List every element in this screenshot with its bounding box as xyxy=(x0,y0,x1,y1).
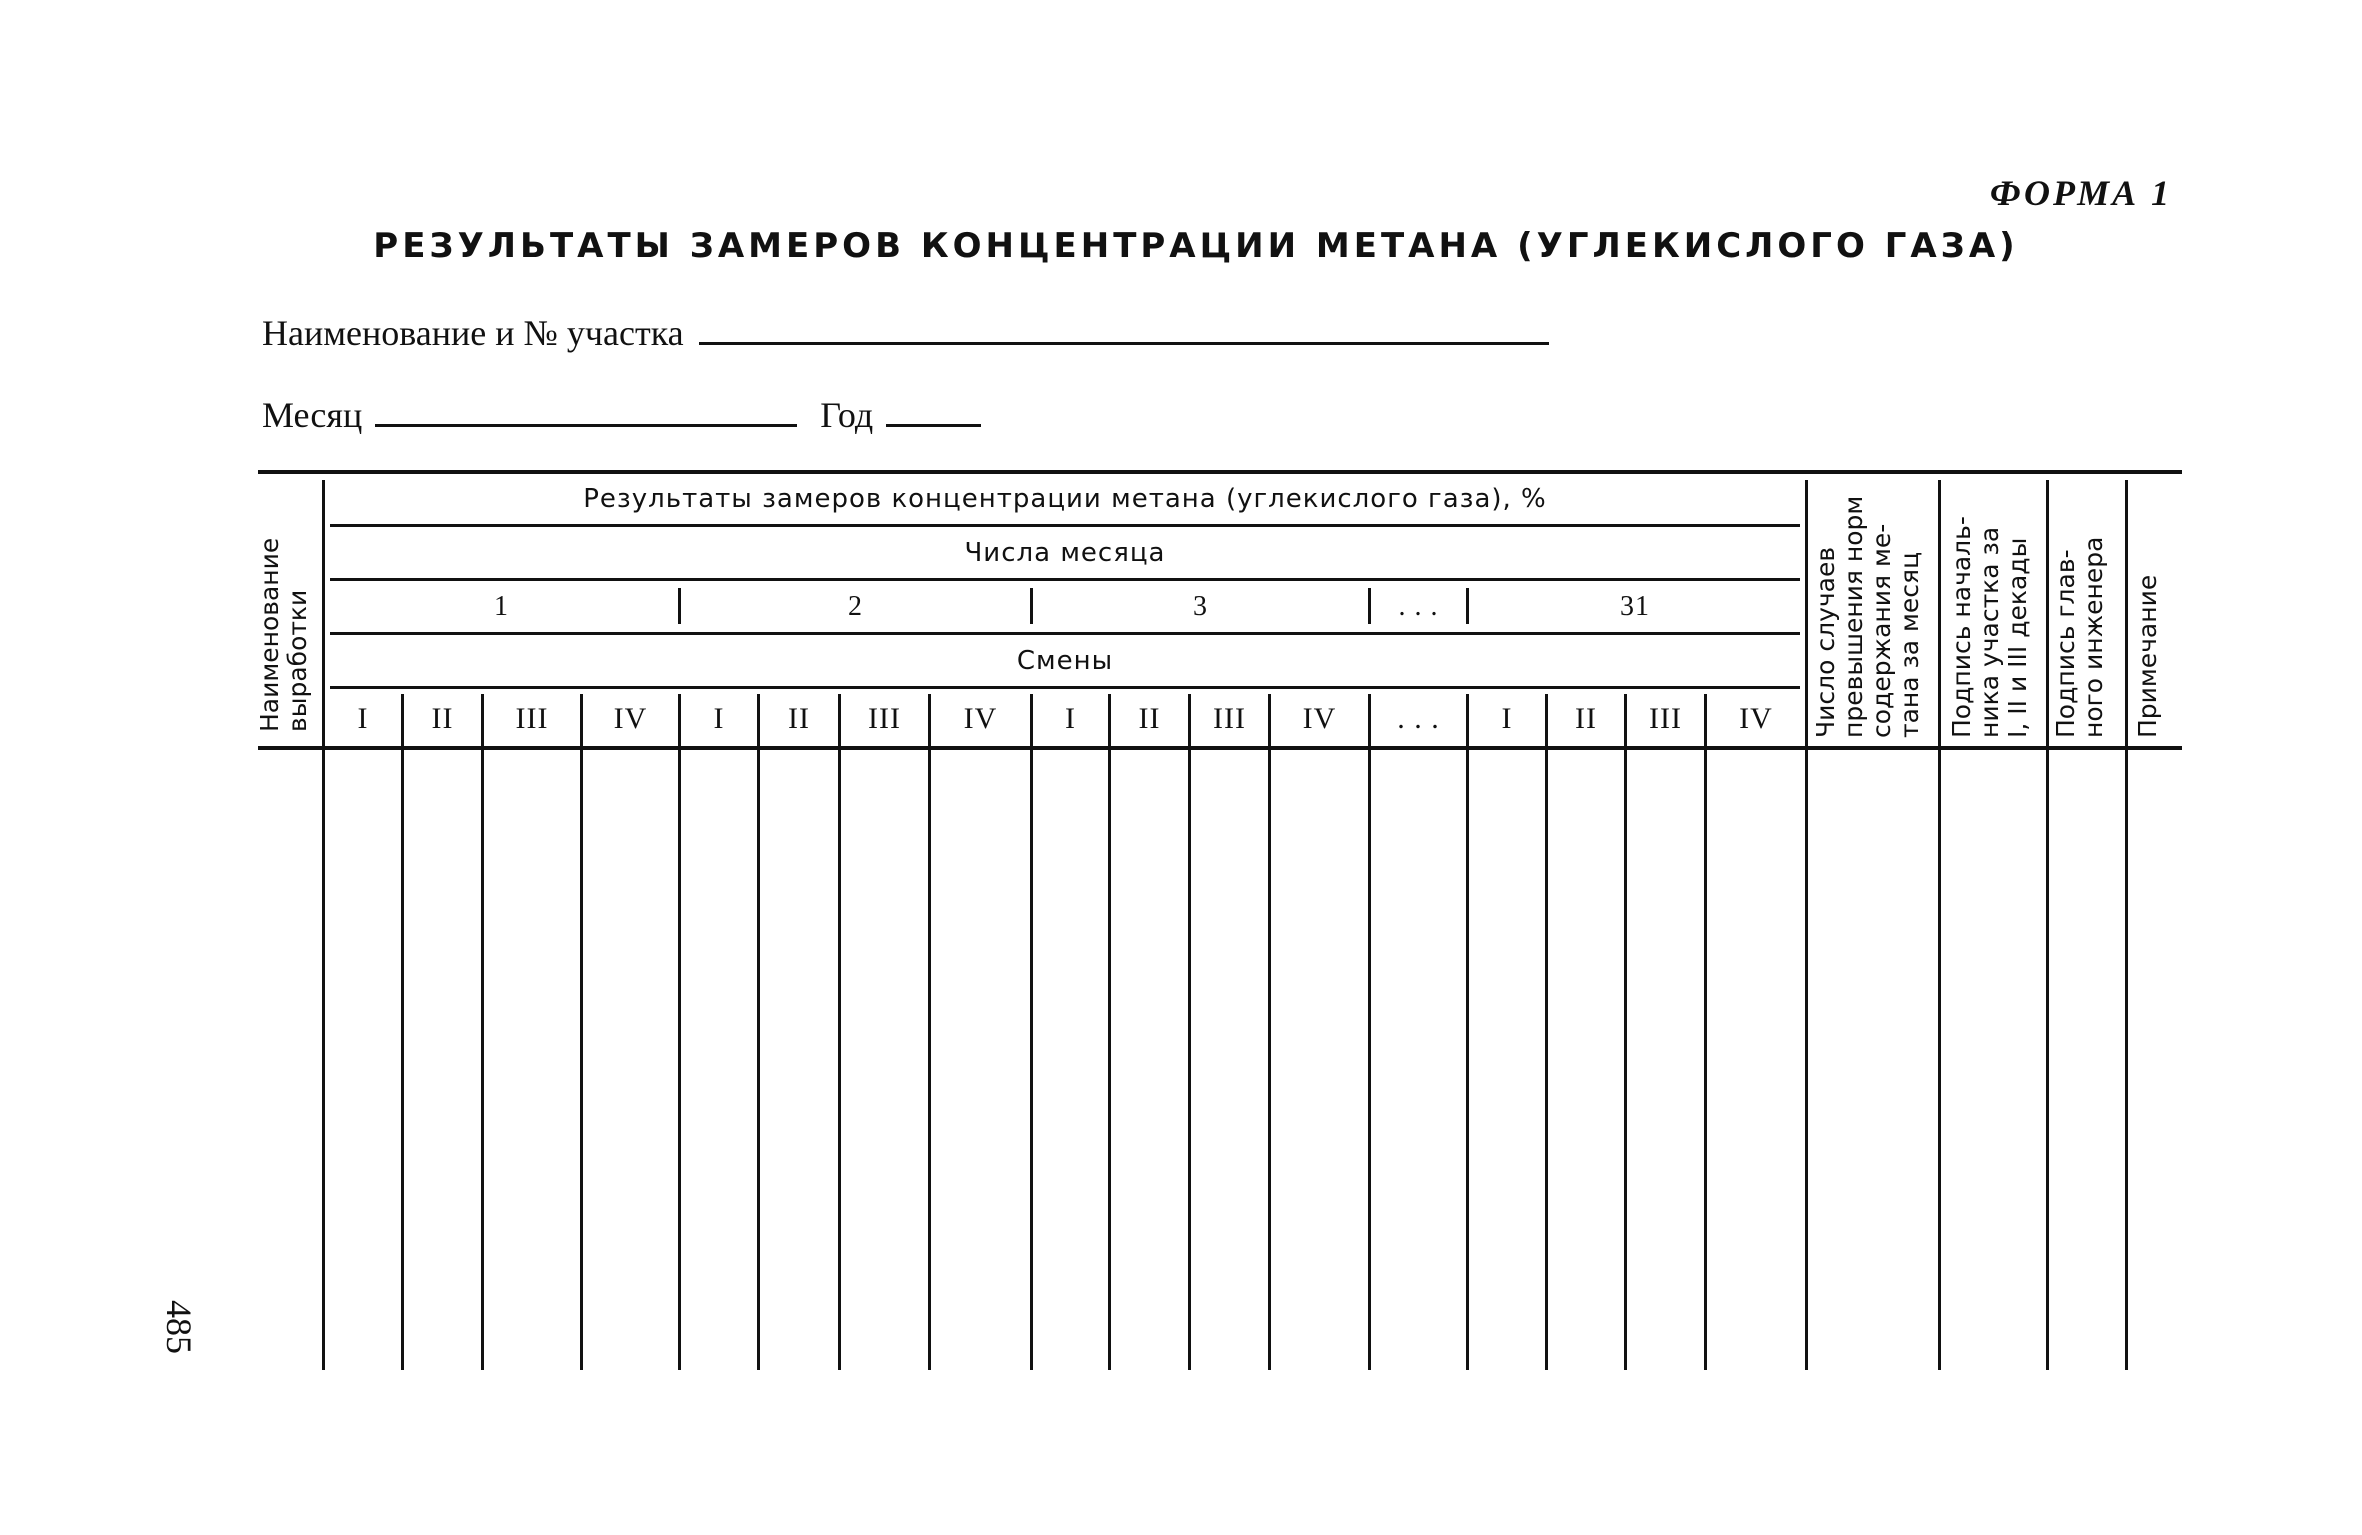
shift-rule xyxy=(401,694,404,1370)
group-title: Результаты замеров концентрации метана (углекислого газа), % xyxy=(583,484,1547,514)
col-rule-note xyxy=(2125,480,2128,1370)
col-rule-engineer xyxy=(2046,480,2049,1370)
shift-label: I xyxy=(1065,702,1076,735)
shift-label: I xyxy=(357,702,369,735)
shift-rule xyxy=(481,694,484,1370)
rule-under-days xyxy=(330,632,1800,635)
shift-rule xyxy=(1545,694,1548,1370)
shift-label: IV xyxy=(613,702,648,735)
form-label: ФОРМА 1 xyxy=(1990,173,2173,213)
year-blank xyxy=(886,423,981,427)
rule-under-shifts-title xyxy=(330,686,1800,689)
col-rule-exceed xyxy=(1805,480,1808,1370)
shift-label: IV xyxy=(963,702,998,735)
shift-rule xyxy=(1466,694,1469,1370)
shift-label: I xyxy=(1501,702,1513,735)
section-field xyxy=(262,312,1549,354)
day-1: 1 xyxy=(494,591,509,622)
col-header-note: Примечание xyxy=(2133,574,2162,738)
shift-rule xyxy=(1368,694,1371,1370)
shift-label: II xyxy=(788,702,810,735)
shift-rule xyxy=(838,694,841,1370)
shift-label: III xyxy=(868,702,901,735)
shift-rule xyxy=(1030,694,1033,1370)
shift-label: II xyxy=(1138,702,1161,735)
shift-rule xyxy=(1108,694,1111,1370)
shift-rule xyxy=(1624,694,1627,1370)
shifts-title: Смены xyxy=(1016,646,1114,676)
shift-rule xyxy=(1268,694,1271,1370)
shift-label: IV xyxy=(1302,702,1337,735)
shift-rule xyxy=(928,694,931,1370)
shift-label: IV xyxy=(1739,702,1773,735)
col-rule-chief xyxy=(1938,480,1941,1370)
day-ellipsis: . . . xyxy=(1398,591,1439,622)
month-year-field xyxy=(262,394,981,436)
month-blank xyxy=(375,423,797,427)
month-label: Месяц xyxy=(262,395,363,435)
shift-label: I xyxy=(713,702,725,735)
days-title: Числа месяца xyxy=(964,538,1166,568)
col-header-workings: Наименование выработки xyxy=(255,537,312,732)
col-header-chief-signature: Подпись началь- ника участка за I, II и III декады xyxy=(1947,516,2032,738)
rule-under-group-title xyxy=(330,524,1800,527)
rule-under-days-title xyxy=(330,578,1800,581)
shift-rule xyxy=(580,694,583,1370)
year-label: Год xyxy=(820,395,874,435)
shift-rule xyxy=(757,694,760,1370)
shift-label: III xyxy=(515,702,549,735)
section-blank xyxy=(699,341,1549,345)
col-header-engineer-signature: Подпись глав- ного инженера xyxy=(2051,536,2108,738)
shift-label: II xyxy=(431,702,454,735)
day-31: 31 xyxy=(1620,591,1650,622)
shift-rule xyxy=(1188,694,1191,1370)
header-bottom-rule xyxy=(258,746,2182,750)
document-title: РЕЗУЛЬТАТЫ ЗАМЕРОВ КОНЦЕНТРАЦИИ МЕТАНА (УГЛЕКИСЛОГО ГАЗА) xyxy=(373,226,2019,266)
shift-label: III xyxy=(1649,702,1682,735)
section-label: Наименование и № участка xyxy=(262,313,684,353)
shift-label: III xyxy=(1213,702,1246,735)
shift-label: II xyxy=(1575,702,1597,735)
col-header-exceed: Число случаев превышения норм содержания ме- тана за месяц xyxy=(1811,495,1924,738)
shift-label: . . . xyxy=(1397,702,1440,735)
page-number: 485 xyxy=(159,1300,199,1354)
table-top-rule xyxy=(258,470,2182,474)
shift-rule xyxy=(678,694,681,1370)
shift-rule xyxy=(1704,694,1707,1370)
day-3: 3 xyxy=(1193,591,1208,622)
day-2: 2 xyxy=(848,591,863,622)
